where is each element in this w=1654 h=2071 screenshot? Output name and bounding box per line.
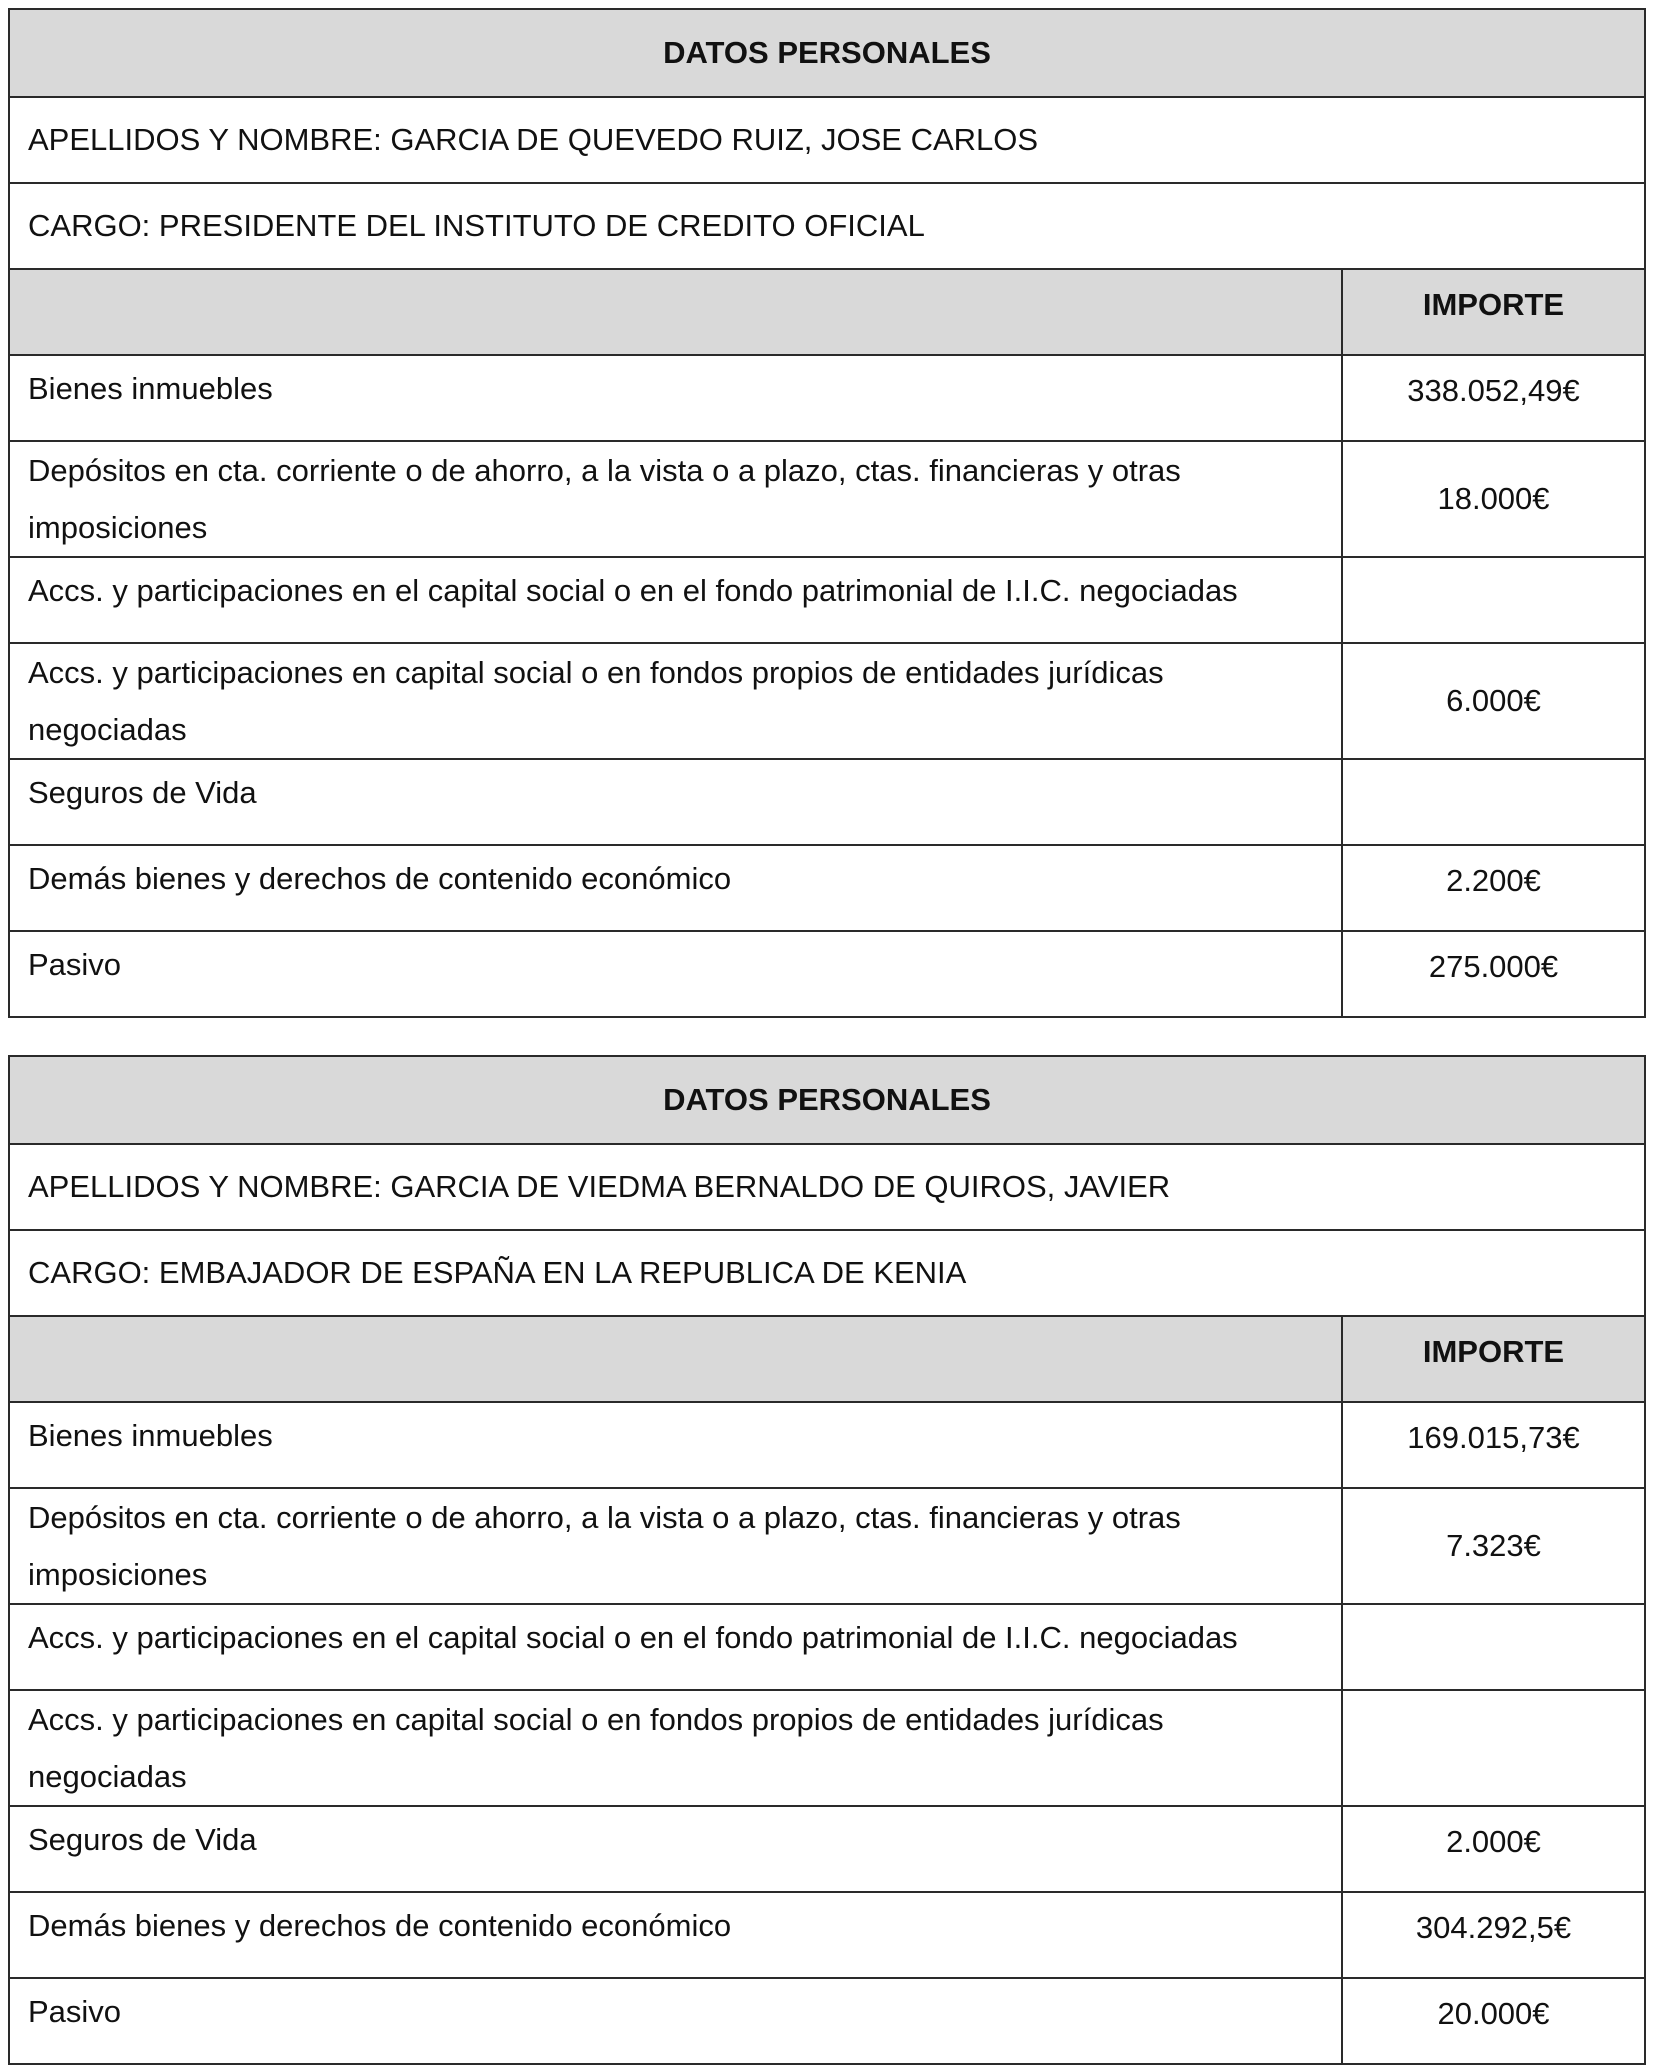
column-header-importe: IMPORTE (1422, 287, 1565, 322)
table-row (10, 1487, 1644, 1603)
row-label: Demás bienes y derechos de contenido económico (10, 846, 1343, 930)
row-label: Seguros de Vida (10, 1807, 1343, 1891)
row-label: Seguros de Vida (10, 760, 1343, 844)
row-value: 275.000€ (1428, 949, 1559, 984)
row-label: Demás bienes y derechos de contenido económico (10, 1893, 1343, 1977)
declaration-table-1 (8, 8, 1646, 1018)
column-header-row (10, 1315, 1644, 1401)
row-label: Accs. y participaciones en capital social o en fondos propios de entidades jurídicas negociadas (10, 644, 1343, 758)
row-value: 20.000€ (1437, 1996, 1550, 2031)
column-header-importe: IMPORTE (1422, 1334, 1565, 1369)
row-value: 304.292,5€ (1415, 1910, 1572, 1945)
name-line: APELLIDOS Y NOMBRE: GARCIA DE VIEDMA BERNALDO DE QUIROS, JAVIER (28, 1169, 1171, 1204)
row-label: Accs. y participaciones en el capital social o en el fondo patrimonial de I.I.C. negociadas (10, 1605, 1343, 1689)
row-value (1343, 1605, 1644, 1689)
row-label: Bienes inmuebles (10, 1403, 1343, 1487)
row-value (1343, 760, 1644, 844)
table-row (10, 1401, 1644, 1487)
row-label: Depósitos en cta. corriente o de ahorro, a la vista o a plazo, ctas. financieras y otras imposiciones (10, 442, 1343, 556)
cargo-row (10, 1229, 1644, 1315)
row-value (1343, 558, 1644, 642)
table-row (10, 1603, 1644, 1689)
row-value: 2.200€ (1446, 863, 1541, 898)
table-row (10, 1977, 1644, 2063)
row-label: Pasivo (10, 1979, 1343, 2063)
column-header-row (10, 268, 1644, 354)
row-value: 7.323€ (1446, 1528, 1541, 1563)
table-row (10, 556, 1644, 642)
column-header-blank (10, 1317, 1343, 1401)
row-value: 2.000€ (1446, 1824, 1541, 1859)
section-title: DATOS PERSONALES (663, 1082, 991, 1117)
row-value: 169.015,73€ (1407, 1420, 1580, 1455)
column-header-blank (10, 270, 1343, 354)
row-label: Accs. y participaciones en capital social o en fondos propios de entidades jurídicas negociadas (10, 1691, 1343, 1805)
row-label: Accs. y participaciones en el capital social o en el fondo patrimonial de I.I.C. negociadas (10, 558, 1343, 642)
row-value: 338.052,49€ (1407, 373, 1580, 408)
name-row (10, 96, 1644, 182)
row-value: 6.000€ (1446, 683, 1541, 718)
row-value: 18.000€ (1437, 481, 1550, 516)
cargo-line: CARGO: EMBAJADOR DE ESPAÑA EN LA REPUBLICA DE KENIA (28, 1255, 967, 1290)
row-value (1343, 1691, 1644, 1805)
table-row (10, 1689, 1644, 1805)
row-label: Pasivo (10, 932, 1343, 1016)
table-row (10, 440, 1644, 556)
table-row (10, 930, 1644, 1016)
table-row (10, 354, 1644, 440)
table-row (10, 1805, 1644, 1891)
table-row (10, 844, 1644, 930)
table-row (10, 642, 1644, 758)
section-title-row (10, 1057, 1644, 1143)
section-title-row (10, 10, 1644, 96)
name-row (10, 1143, 1644, 1229)
table-row (10, 1891, 1644, 1977)
name-line: APELLIDOS Y NOMBRE: GARCIA DE QUEVEDO RUIZ, JOSE CARLOS (28, 122, 1039, 157)
cargo-row (10, 182, 1644, 268)
table-row (10, 758, 1644, 844)
row-label: Depósitos en cta. corriente o de ahorro, a la vista o a plazo, ctas. financieras y otras imposiciones (10, 1489, 1343, 1603)
declaration-table-2 (8, 1055, 1646, 2065)
row-label: Bienes inmuebles (10, 356, 1343, 440)
section-title: DATOS PERSONALES (663, 35, 991, 70)
cargo-line: CARGO: PRESIDENTE DEL INSTITUTO DE CREDITO OFICIAL (28, 208, 925, 243)
